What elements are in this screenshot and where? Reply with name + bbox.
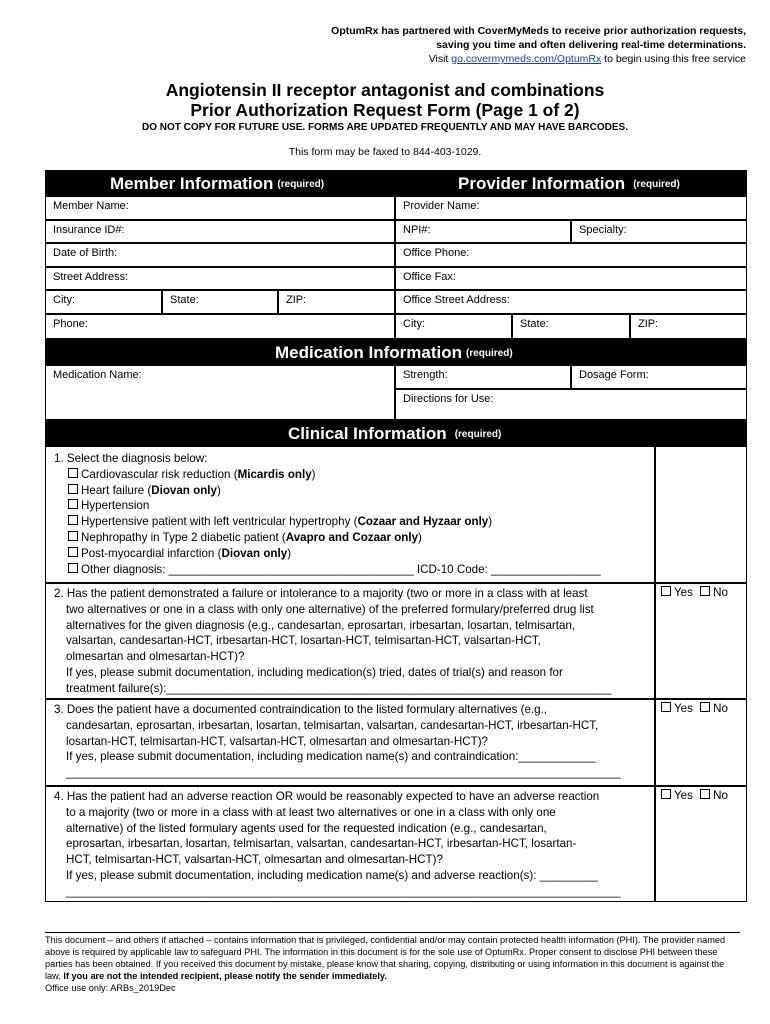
q4-no-label: No [713, 789, 728, 802]
q1-option-hypertension[interactable]: Hypertension [54, 498, 646, 514]
office-street-field[interactable]: Office Street Address: [395, 290, 747, 314]
q4-yes-checkbox[interactable] [661, 789, 671, 799]
q3-answer-line[interactable]: ______________________________________________________________________________________ [66, 766, 621, 780]
q4-line: to a majority (two or more in a class with at least two alternatives or one in a class with only one [66, 805, 556, 819]
q3-yes-label: Yes [674, 702, 693, 715]
q2-line: olmesartan and olmesartan-HCT)? [66, 650, 245, 664]
provider-city-field[interactable]: City: [395, 314, 512, 339]
header-line-1: OptumRx has partnered with CoverMyMeds to receive prior authorization requests, [331, 25, 746, 37]
member-zip-field[interactable]: ZIP: [278, 290, 395, 314]
clinical-section-title: Clinical Information (required) [288, 424, 502, 443]
member-phone-field[interactable]: Phone: [45, 314, 395, 339]
q3-line: 3. Does the patient have a documented contraindication to the listed formulary alternatives (e.g., [54, 703, 548, 716]
provider-zip-field[interactable]: ZIP: [630, 314, 747, 339]
q4-line: 4. Has the patient had an adverse reaction OR would be reasonably expected to have an adverse reaction [54, 790, 600, 803]
q2-line: alternatives for the given diagnosis (e.g., candesartan, eprosartan, irbesartan, losartan, telmisartan, [66, 618, 576, 632]
member-city-field[interactable]: City: [45, 290, 162, 314]
footer-divider [45, 932, 740, 933]
strength-field[interactable]: Strength: [395, 365, 571, 389]
q2-yes-checkbox[interactable] [661, 586, 671, 596]
question-1 [45, 446, 655, 583]
question-2 [45, 583, 655, 699]
covermymeds-link[interactable]: go.covermymeds.com/OptumRx [451, 53, 602, 65]
dosage-form-field[interactable]: Dosage Form: [571, 365, 747, 389]
street-address-field[interactable]: Street Address: [45, 267, 395, 290]
q1-option-cv-risk[interactable]: Cardiovascular risk reduction (Micardis only) [54, 467, 646, 483]
question-4 [45, 786, 655, 902]
q4-instruction: If yes, please submit documentation, including medication name(s) and adverse reaction(s): _________ [66, 868, 598, 882]
q1-prompt: 1. Select the diagnosis below: [54, 452, 208, 465]
q1-option-heart-failure[interactable]: Heart failure (Diovan only) [54, 483, 646, 499]
fax-note: This form may be faxed to 844-403-1029. [288, 146, 482, 158]
header-visit-text: Visit [428, 53, 452, 65]
q3-instruction: If yes, please submit documentation, including medication name(s) and contraindication:____________ [66, 750, 596, 764]
office-fax-field[interactable]: Office Fax: [395, 267, 747, 290]
q3-no-label: No [713, 702, 728, 715]
insurance-id-field[interactable]: Insurance ID#: [45, 220, 395, 243]
footer-disclaimer [45, 934, 730, 994]
member-state-field[interactable]: State: [162, 290, 278, 314]
q4-line: eprosartan, irbesartan, losartan, telmisartan, valsartan, candesartan-HCT, irbesartan-HCT, losartan- [66, 837, 577, 851]
member-name-field[interactable]: Member Name: [45, 196, 395, 220]
form-title: Angiotensin II receptor antagonist and combinations [165, 80, 605, 100]
q4-answer-line[interactable]: ______________________________________________________________________________________ [66, 884, 621, 898]
q2-instruction: If yes, please submit documentation, including medication(s) tried, dates of trial(s) and reason for [66, 665, 563, 679]
q4-line: alternative) of the listed formulary agents used for the requested indication (e.g., candesartan, [66, 821, 547, 835]
q3-line: candesartan, eprosartan, irbesartan, losartan, telmisartan, valsartan, candesartan-HCT, irbesartan-HCT, [66, 718, 599, 732]
checkbox-icon[interactable] [68, 499, 78, 509]
q2-line: 2. Has the patient demonstrated a failure or intolerance to a majority (two or more in a class with at least [54, 587, 588, 600]
q4-line: HCT, telmisartan-HCT, valsartan-HCT, olmesartan and olmesartan-HCT)? [66, 853, 443, 867]
medication-name-field[interactable]: Medication Name: [45, 365, 395, 420]
q3-answer-cell [655, 699, 747, 786]
copy-warning: DO NOT COPY FOR FUTURE USE. FORMS ARE UPDATED FREQUENTLY AND MAY HAVE BARCODES. [142, 122, 628, 133]
q1-option-lvh[interactable]: Hypertensive patient with left ventricular hypertrophy (Cozaar and Hyzaar only) [54, 514, 646, 530]
npi-field[interactable]: NPI#: [395, 220, 571, 243]
checkbox-icon[interactable] [68, 531, 78, 541]
checkbox-icon[interactable] [68, 515, 78, 525]
q4-yes-label: Yes [674, 789, 693, 802]
q3-no-checkbox[interactable] [700, 702, 710, 712]
checkbox-icon[interactable] [68, 563, 78, 573]
q1-option-other[interactable]: Other diagnosis: ______________________________________ ICD-10 Code: _________________ [54, 562, 646, 578]
question-3 [45, 699, 655, 786]
medication-section-title: Medication Information (required) [275, 343, 513, 362]
q2-yes-label: Yes [674, 586, 693, 599]
member-provider-header [45, 170, 747, 196]
q2-no-label: No [713, 586, 728, 599]
q2-answer-cell [655, 583, 747, 699]
q1-option-nephropathy[interactable]: Nephropathy in Type 2 diabetic patient (Avapro and Cozaar only) [54, 530, 646, 546]
phi-notice: This document – and others if attached – contains information that is privileged, confidential and/or may contain protected health information (PHI). The provider named above is required by applicable law to safeguard PHI. The information in this document is for the sole use of OptumRx. Proper consent to disclose PHI between these parties has been obtained. If you received this document by mistake, please know that sharing, copying, distributing or using information in this document is against the law. [45, 935, 726, 981]
provider-name-field[interactable]: Provider Name: [395, 196, 747, 220]
dob-field[interactable]: Date of Birth: [45, 243, 395, 267]
header-line-3 [429, 52, 746, 66]
q3-line: losartan-HCT, telmisartan-HCT, valsartan-HCT, olmesartan and olmesartan-HCT)? [66, 734, 489, 748]
header-visit-suffix: to begin using this free service [601, 53, 746, 65]
clinical-header [45, 420, 747, 446]
q4-no-checkbox[interactable] [700, 789, 710, 799]
q1-answer-cell [655, 446, 747, 583]
q2-answer-line[interactable]: treatment failure(s):_____________________________________________________________________ [66, 681, 612, 695]
q2-line: valsartan, candesartan-HCT, irbesartan-HCT, losartan-HCT, telmisartan-HCT, valsartan-HCT, [66, 634, 541, 648]
provider-state-field[interactable]: State: [512, 314, 630, 339]
form-subtitle: Prior Authorization Request Form (Page 1 of 2) [190, 100, 580, 120]
office-phone-field[interactable]: Office Phone: [395, 243, 747, 267]
checkbox-icon[interactable] [68, 547, 78, 557]
header-line-2: saving you time and often delivering real-time determinations. [436, 39, 746, 51]
medication-header [45, 339, 747, 365]
q1-option-post-mi[interactable]: Post-myocardial infarction (Diovan only) [54, 546, 646, 562]
directions-field[interactable]: Directions for Use: [395, 389, 747, 420]
specialty-field[interactable]: Specialty: [571, 220, 747, 243]
provider-section-title: Provider Information (required) [458, 174, 680, 193]
q2-no-checkbox[interactable] [700, 586, 710, 596]
q4-answer-cell [655, 786, 747, 902]
office-use-code: Office use only: ARBs_2019Dec [45, 983, 176, 993]
checkbox-icon[interactable] [68, 468, 78, 478]
phi-notice-bold: If you are not the intended recipient, please notify the sender immediately. [63, 971, 387, 981]
q3-yes-checkbox[interactable] [661, 702, 671, 712]
checkbox-icon[interactable] [68, 484, 78, 494]
q2-line: two alternatives or one in a class with only one alternative) of the preferred formulary/preferred drug list [66, 602, 594, 616]
member-section-title: Member Information (required) [110, 174, 325, 193]
